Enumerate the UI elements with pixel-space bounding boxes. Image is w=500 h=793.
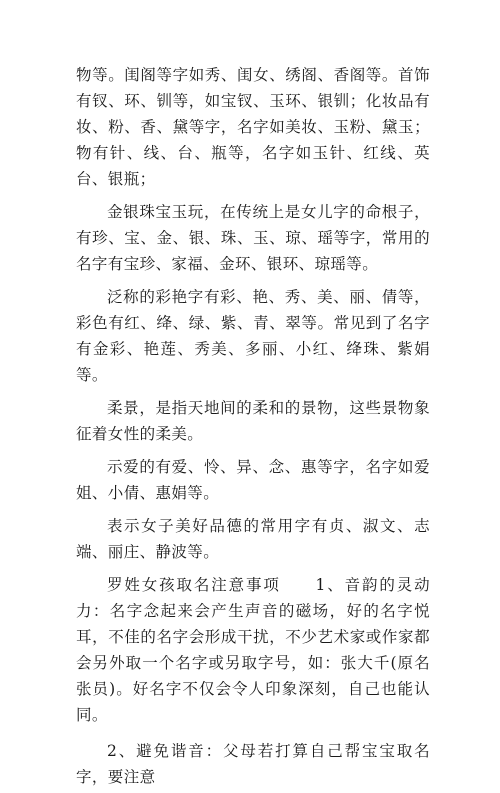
paragraph-4: 柔景，是指天地间的柔和的景物，这些景物象征着女性的柔美。 — [76, 399, 430, 443]
paragraph-8: 2、避免谐音：父母若打算自己帮宝宝取名字，要注意 — [76, 742, 430, 786]
paragraph-6: 表示女子美好品德的常用字有贞、淑文、志端、丽庄、静波等。 — [76, 517, 430, 561]
document-body — [76, 62, 430, 793]
paragraph-7: 罗姓女孩取名注意事项 1、音韵的灵动力：名字念起来会产生声音的磁场，好的名字悦耳，不佳的名字会形成干扰，不少艺术家或作家都会另外取一个名字或另取字号，如：张大千(原名张员)。好名字不仅会令人印象深刻，自己也能认同。 — [76, 576, 430, 724]
paragraph-1: 物等。闺阁等字如秀、闺女、绣阁、香阁等。首饰有钗、环、钏等，如宝钗、玉环、银钏；化妆品有妆、粉、香、黛等字，名字如美妆、玉粉、黛玉；物有针、线、台、瓶等，名字如玉针、红线、英台、银瓶； — [76, 66, 430, 188]
paragraph-5: 示爱的有爱、怜、异、念、惠等字，名字如爱姐、小倩、惠娟等。 — [76, 458, 430, 502]
paragraph-3: 泛称的彩艳字有彩、艳、秀、美、丽、倩等，彩色有红、绛、绿、紫、青、翠等。常见到了名字有金彩、艳莲、秀美、多丽、小红、绛珠、紫娟等。 — [76, 288, 430, 384]
paragraph-2: 金银珠宝玉玩，在传统上是女儿字的命根子，有珍、宝、金、银、珠、玉、琼、瑶等字，常用的名字有宝珍、家福、金环、银环、琼瑶等。 — [76, 203, 430, 273]
